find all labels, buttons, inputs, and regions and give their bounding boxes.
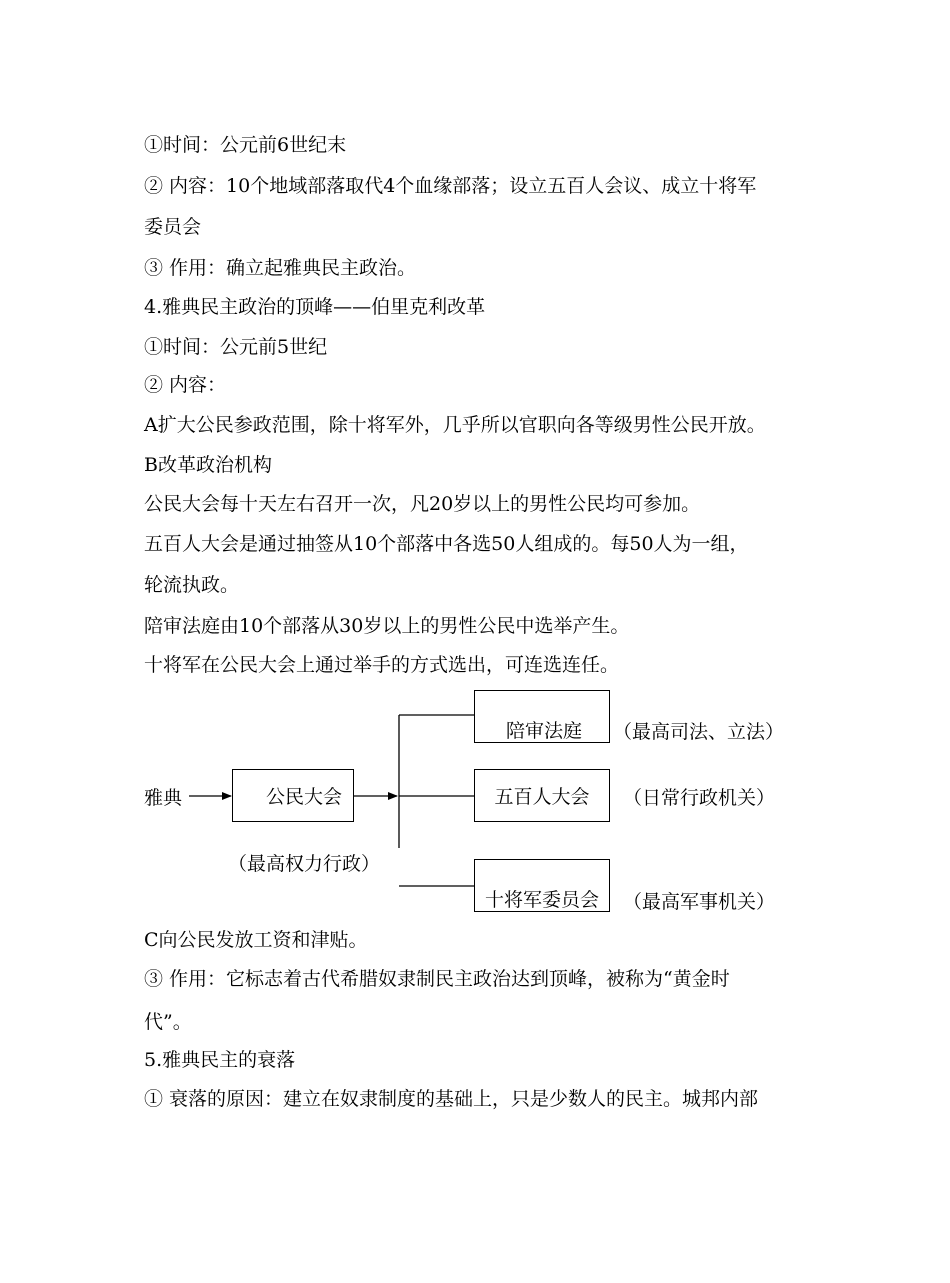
- text-line: ① 衰落的原因：建立在奴隶制度的基础上，只是少数人的民主。城邦内部: [144, 1088, 759, 1110]
- text-line: 五百人大会是通过抽签从10个部落中各选50人组成的。每50人为一组，: [144, 533, 749, 555]
- text-line: 十将军在公民大会上通过举手的方式选出，可连选连任。: [144, 654, 620, 676]
- section-heading: 4.雅典民主政治的顶峰——伯里克利改革: [144, 296, 486, 318]
- court-box: [474, 690, 610, 743]
- text-line: A扩大公民参政范围，除十将军外，几乎所以官职向各等级男性公民开放。: [144, 414, 766, 436]
- assembly-box: [232, 769, 354, 822]
- text-line: 陪审法庭由10个部落从30岁以上的男性公民中选举产生。: [144, 615, 630, 637]
- council-box-label: 五百人大会: [494, 786, 590, 808]
- court-box-label: 陪审法庭: [505, 720, 582, 742]
- assembly-box-label: 公民大会: [265, 786, 342, 808]
- generals-box-label: 十将军委员会: [484, 889, 599, 911]
- generals-box: [474, 859, 610, 912]
- council-box: [474, 769, 610, 822]
- text-line: B改革政治机构: [144, 454, 272, 476]
- council-note: （日常行政机关）: [623, 787, 776, 809]
- text-line: 轮流执政。: [144, 574, 240, 596]
- section-heading: 5.雅典民主的衰落: [144, 1049, 296, 1071]
- text-line: 代”。: [144, 1011, 192, 1033]
- text-line: ①时间：公元前6世纪末: [144, 134, 347, 156]
- text-line: 委员会: [144, 216, 202, 238]
- text-line: ①时间：公元前5世纪: [144, 336, 328, 358]
- text-line: ③ 作用：确立起雅典民主政治。: [144, 257, 417, 279]
- court-note: （最高司法、立法）: [613, 721, 785, 743]
- text-line: 公民大会每十天左右召开一次，凡20岁以上的男性公民均可参加。: [144, 493, 701, 515]
- text-line: ② 内容：: [144, 374, 227, 396]
- text-line: ③ 作用：它标志着古代希腊奴隶制民主政治达到顶峰，被称为“黄金时: [144, 968, 730, 990]
- text-line: C向公民发放工资和津贴。: [144, 929, 368, 951]
- generals-note: （最高军事机关）: [623, 891, 776, 913]
- diagram-source-label: 雅典: [144, 787, 183, 809]
- text-line: ② 内容：10个地域部落取代4个血缘部落；设立五百人会议、成立十将军: [144, 175, 757, 197]
- assembly-note: （最高权力行政）: [228, 853, 381, 875]
